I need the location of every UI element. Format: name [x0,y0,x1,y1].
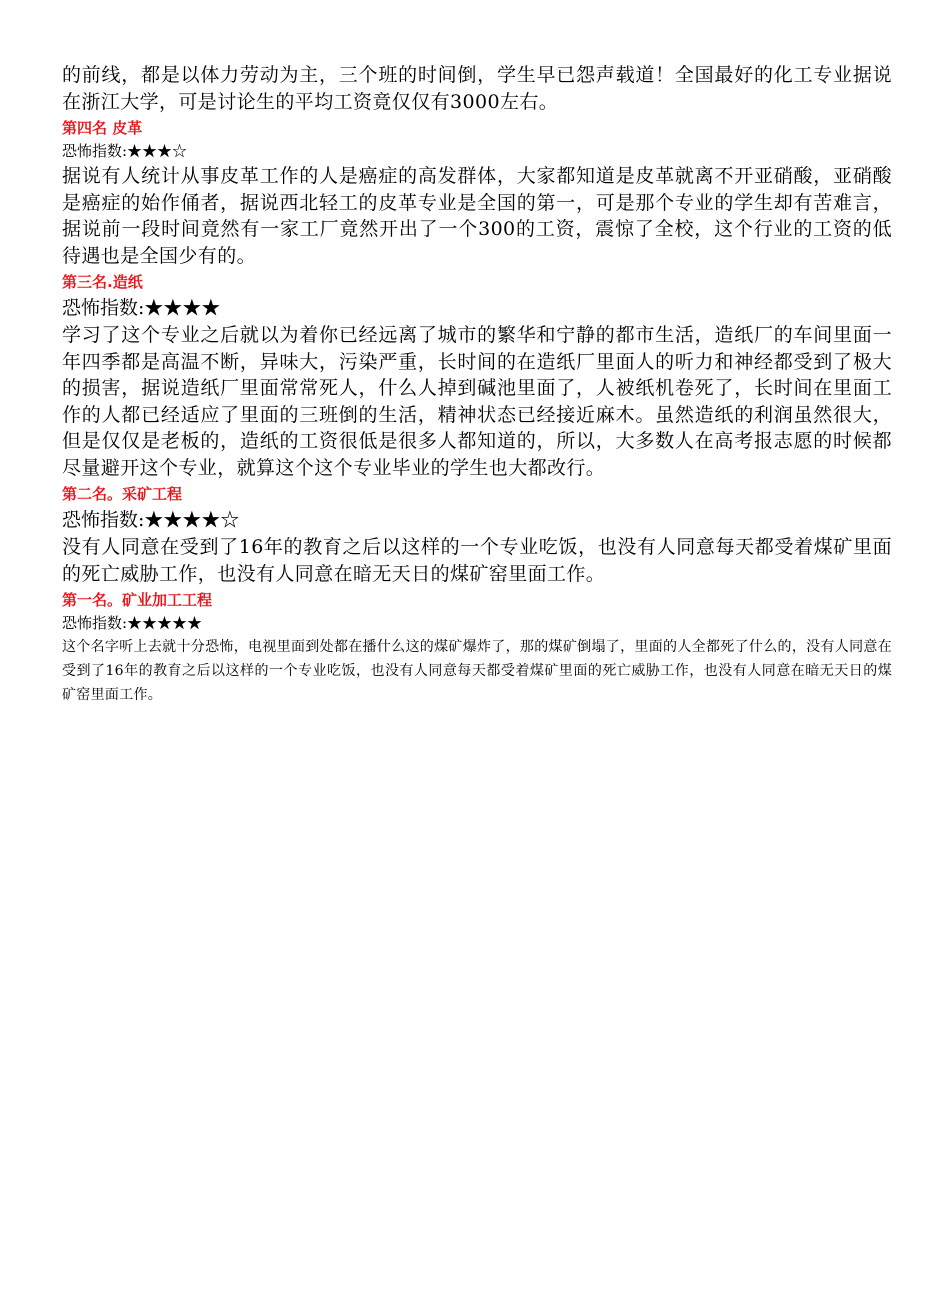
section-heading: 第四名 皮革 [62,119,143,137]
section-heading: 第二名。采矿工程 [62,485,183,503]
section-body: 这个名字听上去就十分恐怖，电视里面到处都在播什么这的煤矿爆炸了，那的煤矿倒塌了，里面的人全都死了什么的，没有人同意在受到了16年的教育之后以这样的一个专业吃饭，也没有人同意每天都受着煤矿里面的死亡威胁工作，也没有人同意在暗无天日的煤矿窑里面工作。 [62,639,892,703]
section-heading: 第一名。矿业加工工程 [62,591,213,609]
section-body: 学习了这个专业之后就以为着你已经远离了城市的繁华和宁静的都市生活，造纸厂的车间里面一年四季都是高温不断，异味大，污染严重，长时间的在造纸厂里面人的听力和神经都受到了极大的损害，据说造纸厂里面常常死人，什么人掉到碱池里面了，人被纸机卷死了，长时间在里面工作的人都已经适应了里面的三班倒的生活，精神状态已经接近麻木。虽然造纸的利润虽然很大，但是仅仅是老板的，造纸的工资很低是很多人都知道的，所以，大多数人在高考报志愿的时候都尽量避开这个专业，就算这个这个专业毕业的学生也大都改行。 [62,324,892,479]
horror-rating: 恐怖指数:★★★☆ [62,142,188,160]
section-rank-3 [62,271,892,481]
section-rank-1 [62,589,892,707]
horror-rating: 恐怖指数:★★★★★ [62,614,203,632]
document-page [62,62,892,707]
horror-rating: 恐怖指数:★★★★☆ [62,509,240,531]
section-rank-4 [62,117,892,269]
horror-rating: 恐怖指数:★★★★ [62,297,221,319]
section-body: 没有人同意在受到了16年的教育之后以这样的一个专业吃饭，也没有人同意每天都受着煤矿里面的死亡威胁工作，也没有人同意在暗无天日的煤矿窑里面工作。 [62,536,892,585]
section-body: 据说有人统计从事皮革工作的人是癌症的高发群体，大家都知道是皮革就离不开亚硝酸，亚硝酸是癌症的始作俑者，据说西北轻工的皮革专业是全国的第一，可是那个专业的学生却有苦难言，据说前一段时间竟然有一家工厂竟然开出了一个300的工资，震惊了全校，这个行业的工资的低待遇也是全国少有的。 [62,165,892,267]
section-heading: 第三名.造纸 [62,273,143,291]
intro-paragraph: 的前线，都是以体力劳动为主，三个班的时间倒，学生早已怨声载道！全国最好的化工专业据说在浙江大学，可是讨论生的平均工资竟仅仅有3000左右。 [62,64,892,113]
section-rank-2 [62,483,892,587]
